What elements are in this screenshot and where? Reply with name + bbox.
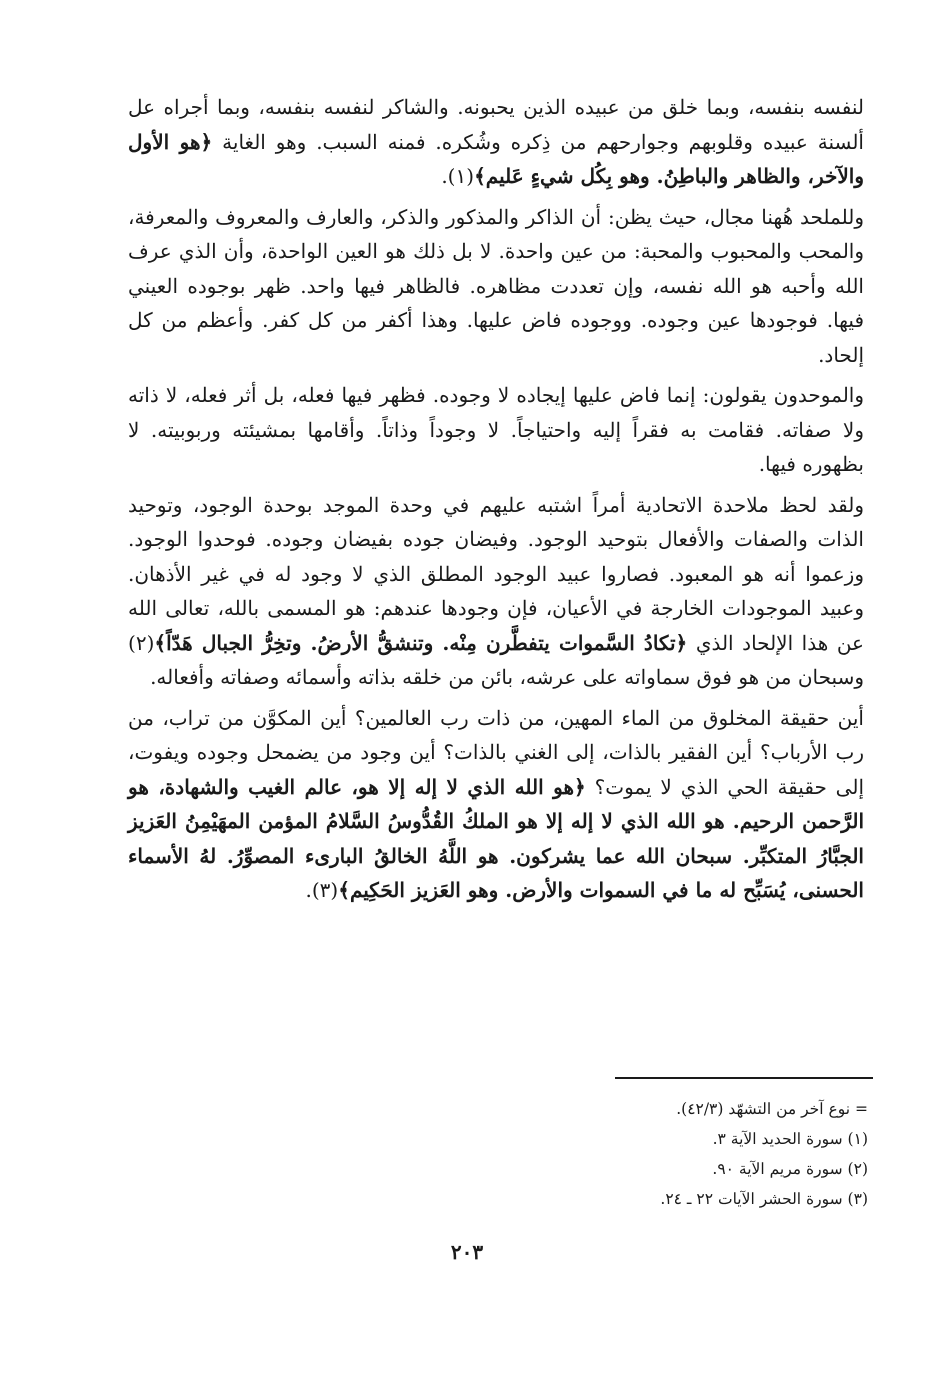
paragraph-4-text-1: ولقد لحظ ملاحدة الاتحادية أمراً اشتبه عليهم في وحدة الموجد بوحدة الوجود، وتوحيد الذات والصفات والأفعال بتوحيد الوجود. وفيضان جوده بفيضان وجوده. فوحدوا الوجود. وزعموا أنه هو المعبود. فصاروا عبيد الوجود المطلق الذي لا وجود له في غير الأذهان. وعبيد الموجودات الخارجة في الأعيان، فإن وجودها عندهم: هو المسمى بالله، تعالى الله عن هذا الإلحاد الذي <box>128 492 864 655</box>
paragraph-3-text: والموحدون يقولون: إنما فاض عليها إيجاده لا وجوده. فظهر فيها فعله، بل أثر فعله، لا ذاته ولا صفاته. فقامت به فقراً إليه واحتياجاً. لا وجوداً وذاتاً. وأقامها بمشيئته وربوبيته. لا بظهوره فيها. <box>128 383 864 476</box>
paragraph-5-text-1: أين حقيقة المخلوق من الماء المهين، من ذات رب العالمين؟ أين المكوَّن من تراب، من رب الأرباب؟ أين الفقير بالذات، إلى الغني بالذات؟ أين وجود من يضمحل وجوده ويفوت، إلى حقيقة الحي الذي لا يموت؟ <box>128 705 864 799</box>
paragraph-4 <box>128 488 864 695</box>
footnote-1: (١) سورة الحديد الآية ٣. <box>712 1130 868 1148</box>
paragraph-2 <box>128 200 864 373</box>
footnote-3: (٣) سورة الحشر الآيات ٢٢ ـ ٢٤. <box>660 1190 868 1208</box>
footnote-separator <box>615 1077 873 1079</box>
footnotes <box>128 1094 868 1214</box>
paragraph-4-text-2: (٢) وسبحان من هو فوق سماواته على عرشه، بائن من خلقه بذاته وأسمائه وصفاته وأفعاله. <box>128 630 864 689</box>
paragraph-1-footnote-ref: (١). <box>441 164 475 188</box>
paragraph-5 <box>128 701 864 908</box>
footnote-2: (٢) سورة مريم الآية ٩٠. <box>712 1160 868 1178</box>
paragraph-1-verse: ﴿هو الأول والآخر، والظاهر والباطِنُ. وهو بِكُل شيءٍ عَليم﴾ <box>128 129 864 188</box>
footnote-continuation: = نوع آخر من التشهّد (٤٢/٣). <box>676 1100 868 1118</box>
paragraph-1 <box>128 90 864 194</box>
paragraph-5-footnote-ref: (٣). <box>305 878 339 902</box>
paragraph-2-text: وللملحد هُهنا مجال، حيث يظن: أن الذاكر والمذكور والذكر، والعارف والمعروف والمعرفة، والمحب والمحبوب والمحبة: من عين واحدة. لا بل ذلك هو العين الواحدة، وأن الذي عرف الله وأحبه هو الله نفسه، وإن تعددت مظاهره. فالظاهر فيها واحد. ظهر بوجوده العيني فيها. فوجودها عين وجوده. ووجوده فاض عليها. وهذا أكفر من كل كفر. وأعظم من كل إلحاد. <box>128 204 864 367</box>
body-text <box>128 90 864 908</box>
paragraph-4-verse: ﴿تكادُ السَّموات يتفطَّرن مِنْه. وتنشقُّ الأرضُ. وتخِرُّ الجبال هَدّاً﴾ <box>154 630 688 655</box>
paragraph-1-text-1: لنفسه بنفسه، وبما خلق من عبيده الذين يحبونه. والشاكر لنفسه بنفسه، وبما أجراه عل ألسنة عبيده وقلوبهم وجوارحهم من ذِكره وشُكره. فمنه السبب. وهو الغاية <box>128 95 864 154</box>
paragraph-5-verse: ﴿هو الله الذي لا إله إلا هو، عالم الغيب والشهادة، هو الرَّحمن الرحيم. هو الله الذي لا إله إلا هو الملكُ القُدُّوسُ السَّلامُ المؤمن المهَيْمِنُ العَزيز الجبَّارُ المتكبِّر. سبحان الله عما يشركون. هو اللَّهُ الخالقُ البارىء المصوِّرُ. لهُ الأسماء الحسنى، يُسَبِّح له ما في السموات والأرض. وهو العَزيز الحَكِيم﴾ <box>128 774 864 902</box>
page-number: ٢٠٣ <box>450 1240 484 1264</box>
paragraph-3 <box>128 378 864 482</box>
